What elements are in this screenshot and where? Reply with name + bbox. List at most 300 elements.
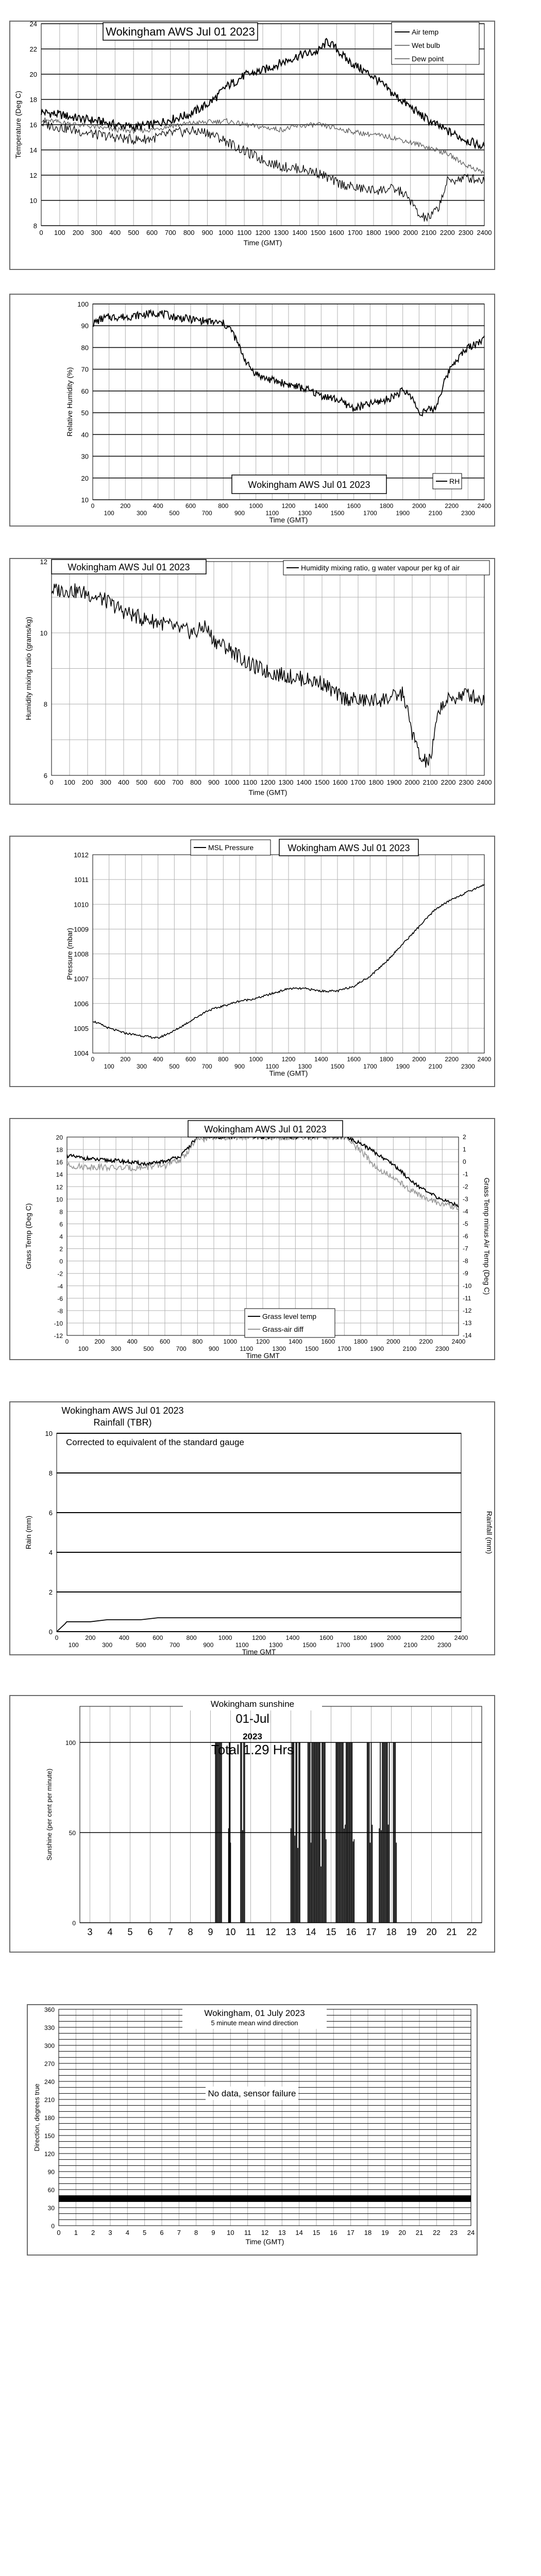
x-tick-label: 500 xyxy=(128,229,140,236)
x-tick-label: 500 xyxy=(136,778,147,786)
x-tick-label: 2000 xyxy=(386,1634,401,1641)
x-tick-label: 0 xyxy=(65,1338,69,1345)
x-axis-label: Time GMT xyxy=(246,1351,280,1359)
x-tick-label: 1400 xyxy=(314,502,328,510)
y-right-axis-label: Grass Temp minus Air Temp (Deg C) xyxy=(483,1177,491,1295)
x-tick-label: 12 xyxy=(261,2229,269,2236)
y-tick-label: 70 xyxy=(81,365,89,374)
x-axis-label: Time (GMT) xyxy=(243,239,282,247)
y-axis-label: Rain (mm) xyxy=(24,1515,32,1550)
chart-title: Wokingham sunshine xyxy=(210,1699,295,1709)
rainfall-chart xyxy=(10,1402,494,1654)
x-tick-label: 1200 xyxy=(260,778,276,786)
y-right-tick-label: -2 xyxy=(463,1183,468,1191)
x-tick-label: 1300 xyxy=(274,229,289,236)
legend-air-temp: Air temp xyxy=(412,28,439,36)
x-tick-label: 13 xyxy=(285,1927,296,1937)
x-tick-label: 0 xyxy=(55,1634,59,1641)
x-tick-label: 600 xyxy=(159,1338,171,1345)
x-tick-label: 1100 xyxy=(237,229,252,236)
x-tick-label: 400 xyxy=(153,1056,163,1063)
x-tick-label: 2400 xyxy=(454,1634,468,1641)
y-tick-label: 0 xyxy=(59,1258,63,1265)
series-line-rainfall xyxy=(57,1618,461,1632)
x-tick-label: 21 xyxy=(415,2229,424,2236)
y-tick-label: 22 xyxy=(29,45,37,53)
y-axis-label: Pressure (mbar) xyxy=(65,927,74,980)
x-tick-label: 4 xyxy=(107,1927,113,1937)
y-tick-label: 90 xyxy=(47,2168,55,2176)
x-tick-label: 400 xyxy=(153,502,163,510)
x-tick-label: 1800 xyxy=(353,1338,368,1345)
y-right-tick-label: -6 xyxy=(463,1232,468,1240)
temperature-legend xyxy=(392,22,479,64)
x-tick-label: 2000 xyxy=(386,1338,400,1345)
x-tick-label: 2300 xyxy=(458,229,474,236)
x-tick-label: 2200 xyxy=(420,1634,434,1641)
x-tick-label: 1000 xyxy=(249,502,263,510)
y-tick-label: 300 xyxy=(44,2042,55,2049)
y-tick-label: 2 xyxy=(48,1588,53,1596)
y-tick-label: 24 xyxy=(29,22,37,28)
y-tick-label: 0 xyxy=(72,1920,76,1927)
sunshine-chart xyxy=(10,1696,494,1952)
x-tick-label: 1400 xyxy=(296,778,312,786)
x-tick-label: 22 xyxy=(466,1927,477,1937)
x-tick-label: 2200 xyxy=(439,229,455,236)
x-tick-label: 900 xyxy=(234,510,245,517)
y-tick-label: -4 xyxy=(57,1282,63,1290)
y-tick-label: 8 xyxy=(59,1208,63,1216)
x-tick-label: 100 xyxy=(68,1641,79,1649)
x-tick-label: 1800 xyxy=(366,229,381,236)
plot-frame xyxy=(57,1433,461,1632)
y-tick-label: 150 xyxy=(44,2132,55,2140)
x-tick-label: 1900 xyxy=(386,778,402,786)
y-tick-label: 210 xyxy=(44,2096,55,2104)
x-tick-label: 14 xyxy=(306,1927,316,1937)
legend-msl-pressure: MSL Pressure xyxy=(208,843,254,852)
pressure-chart-panel xyxy=(9,836,495,1087)
chart-date: 01-Jul xyxy=(235,1712,269,1726)
y-tick-label: 6 xyxy=(43,772,47,779)
chart-title: Wokingham AWS Jul 01 2023 xyxy=(106,25,255,38)
x-tick-label: 800 xyxy=(192,1338,203,1345)
y-tick-label: 10 xyxy=(56,1196,63,1204)
y-axis-label: Relative Humidity (%) xyxy=(65,367,74,437)
x-tick-label: 1500 xyxy=(330,510,345,517)
x-tick-label: 1300 xyxy=(298,1063,312,1070)
y-tick-label: 90 xyxy=(81,322,89,330)
x-tick-label: 3 xyxy=(108,2229,112,2236)
x-tick-label: 0 xyxy=(91,1056,95,1063)
x-tick-label: 600 xyxy=(146,229,158,236)
x-tick-label: 300 xyxy=(136,510,147,517)
x-tick-label: 18 xyxy=(386,1927,397,1937)
y-tick-label: 8 xyxy=(43,700,47,708)
chart-year: 2023 xyxy=(243,1732,262,1741)
x-tick-label: 500 xyxy=(143,1345,154,1352)
x-tick-label: 700 xyxy=(201,1063,212,1070)
x-tick-label: 1200 xyxy=(281,1056,296,1063)
x-tick-label: 0 xyxy=(91,502,95,510)
mixing-ratio-plot xyxy=(24,559,492,796)
x-tick-label: 1500 xyxy=(305,1345,319,1352)
y-tick-label: 4 xyxy=(59,1233,63,1241)
x-tick-label: 23 xyxy=(450,2229,458,2236)
x-tick-label: 22 xyxy=(433,2229,441,2236)
y-tick-label: -2 xyxy=(57,1270,63,1278)
x-tick-label: 2200 xyxy=(419,1338,433,1345)
x-tick-label: 1000 xyxy=(249,1056,263,1063)
x-tick-label: 13 xyxy=(278,2229,286,2236)
x-tick-label: 700 xyxy=(172,778,183,786)
x-tick-label: 2000 xyxy=(404,778,420,786)
chart-subtitle: Rainfall (TBR) xyxy=(93,1417,152,1428)
y-tick-label: -8 xyxy=(57,1307,63,1315)
sunshine-plot xyxy=(45,1706,482,1937)
x-tick-label: 2 xyxy=(91,2229,95,2236)
x-tick-label: 1800 xyxy=(379,1056,394,1063)
legend-grass-air-diff: Grass-air diff xyxy=(262,1325,303,1333)
x-tick-label: 1800 xyxy=(368,778,384,786)
x-tick-label: 7 xyxy=(177,2229,181,2236)
wind-chart xyxy=(28,2005,477,2255)
x-tick-label: 10 xyxy=(227,2229,234,2236)
chart-title: Wokingham, 01 July 2023 xyxy=(204,2008,305,2018)
x-tick-label: 1 xyxy=(74,2229,78,2236)
chart-title: Wokingham AWS Jul 01 2023 xyxy=(288,843,410,853)
x-tick-label: 14 xyxy=(295,2229,303,2236)
wind-direction-band xyxy=(59,2196,471,2202)
x-tick-label: 1900 xyxy=(370,1641,384,1649)
y-tick-label: 18 xyxy=(29,96,37,104)
x-tick-label: 2100 xyxy=(422,778,438,786)
y-right-tick-label: 2 xyxy=(463,1133,466,1141)
x-tick-label: 800 xyxy=(186,1634,197,1641)
x-tick-label: 300 xyxy=(136,1063,147,1070)
x-tick-label: 600 xyxy=(185,1056,196,1063)
x-tick-label: 200 xyxy=(120,502,131,510)
x-tick-label: 200 xyxy=(72,229,84,236)
x-tick-label: 2400 xyxy=(451,1338,466,1345)
y-tick-label: 180 xyxy=(44,2114,55,2122)
x-tick-label: 2400 xyxy=(477,778,492,786)
y-tick-label: 20 xyxy=(56,1134,63,1141)
y-tick-label: 1012 xyxy=(74,851,89,859)
x-tick-label: 2100 xyxy=(421,229,436,236)
x-tick-label: 8 xyxy=(188,1927,193,1937)
chart-title: Wokingham AWS Jul 01 2023 xyxy=(248,480,370,490)
y-tick-label: 1005 xyxy=(74,1024,89,1032)
x-tick-label: 20 xyxy=(398,2229,406,2236)
x-tick-label: 6 xyxy=(160,2229,164,2236)
y-tick-label: 40 xyxy=(81,431,89,439)
x-tick-label: 1400 xyxy=(292,229,308,236)
x-tick-label: 2000 xyxy=(412,1056,426,1063)
x-tick-label: 1700 xyxy=(363,510,377,517)
grass-temp-chart-panel xyxy=(9,1118,495,1360)
y-tick-label: 0 xyxy=(51,2223,55,2230)
x-tick-label: 1500 xyxy=(302,1641,316,1649)
x-tick-label: 1000 xyxy=(223,1338,238,1345)
y-right-axis-label: Rainfall (mm) xyxy=(485,1511,494,1554)
y-tick-label: 10 xyxy=(29,197,37,205)
x-tick-label: 1000 xyxy=(218,1634,232,1641)
y-right-tick-label: -4 xyxy=(463,1208,468,1215)
x-tick-label: 2300 xyxy=(435,1345,449,1352)
x-tick-label: 1500 xyxy=(311,229,326,236)
legend-grass-temp: Grass level temp xyxy=(262,1312,317,1320)
x-tick-label: 2000 xyxy=(403,229,418,236)
x-tick-label: 400 xyxy=(127,1338,138,1345)
y-tick-label: 16 xyxy=(56,1159,63,1166)
x-tick-label: 500 xyxy=(169,1063,180,1070)
y-tick-label: 8 xyxy=(33,222,37,230)
x-tick-label: 2100 xyxy=(403,1641,418,1649)
y-tick-label: 1008 xyxy=(74,950,89,958)
y-tick-label: 10 xyxy=(45,1430,53,1437)
x-tick-label: 2200 xyxy=(445,1056,459,1063)
y-tick-label: 1009 xyxy=(74,925,89,934)
x-tick-label: 1100 xyxy=(240,1345,253,1352)
y-tick-label: 360 xyxy=(44,2006,55,2013)
chart-subtitle: 5 minute mean wind direction xyxy=(211,2019,298,2027)
x-tick-label: 9 xyxy=(208,1927,213,1937)
y-right-tick-label: -9 xyxy=(463,1269,468,1277)
x-tick-label: 1300 xyxy=(268,1641,283,1649)
y-right-tick-label: -1 xyxy=(463,1171,468,1178)
y-right-tick-label: -8 xyxy=(463,1257,468,1265)
humidity-chart xyxy=(10,295,494,526)
y-tick-label: 1004 xyxy=(74,1049,89,1057)
y-right-tick-label: -10 xyxy=(463,1282,472,1290)
x-tick-label: 1600 xyxy=(329,229,344,236)
x-tick-label: 1700 xyxy=(347,229,363,236)
y-right-tick-label: 0 xyxy=(463,1158,466,1166)
plot-frame xyxy=(80,1706,482,1923)
x-tick-label: 1600 xyxy=(321,1338,335,1345)
x-tick-label: 2300 xyxy=(459,778,474,786)
y-tick-label: 100 xyxy=(65,1739,76,1747)
x-tick-label: 21 xyxy=(446,1927,457,1937)
x-tick-label: 10 xyxy=(225,1927,236,1937)
x-tick-label: 1500 xyxy=(314,778,330,786)
x-tick-label: 11 xyxy=(246,1927,256,1937)
x-tick-label: 1700 xyxy=(337,1345,351,1352)
x-tick-label: 300 xyxy=(110,1345,122,1352)
pressure-plot xyxy=(65,851,492,1077)
x-tick-label: 300 xyxy=(91,229,103,236)
x-tick-label: 8 xyxy=(194,2229,198,2236)
x-tick-label: 800 xyxy=(218,502,229,510)
x-axis-label: Time (GMT) xyxy=(245,2238,284,2246)
x-tick-label: 19 xyxy=(381,2229,389,2236)
x-tick-label: 1600 xyxy=(332,778,348,786)
y-right-tick-label: -12 xyxy=(463,1307,472,1314)
sensor-failure-note: No data, sensor failure xyxy=(208,2089,296,2098)
x-tick-label: 3 xyxy=(87,1927,93,1937)
y-tick-label: 0 xyxy=(48,1628,53,1636)
x-tick-label: 12 xyxy=(265,1927,276,1937)
y-tick-label: 240 xyxy=(44,2078,55,2086)
x-tick-label: 2300 xyxy=(461,510,475,517)
y-tick-label: 1010 xyxy=(74,901,89,909)
y-right-tick-label: -14 xyxy=(463,1332,472,1339)
x-tick-label: 11 xyxy=(244,2229,251,2236)
x-tick-label: 1400 xyxy=(314,1056,328,1063)
legend-dew-point: Dew point xyxy=(412,55,444,63)
x-tick-label: 1200 xyxy=(256,1338,270,1345)
y-tick-label: 6 xyxy=(59,1221,63,1228)
wind-plot xyxy=(33,2006,475,2246)
y-tick-label: 30 xyxy=(47,2205,55,2212)
y-tick-label: 6 xyxy=(48,1509,53,1517)
sunshine-chart-panel xyxy=(9,1695,495,1953)
x-tick-label: 15 xyxy=(326,1927,336,1937)
y-tick-label: 12 xyxy=(56,1183,63,1191)
x-tick-label: 1900 xyxy=(396,510,410,517)
x-tick-label: 600 xyxy=(153,1634,163,1641)
x-tick-label: 16 xyxy=(330,2229,337,2236)
x-tick-label: 17 xyxy=(366,1927,377,1937)
x-tick-label: 200 xyxy=(82,778,93,786)
humidity-legend xyxy=(433,473,462,489)
x-tick-label: 20 xyxy=(426,1927,437,1937)
x-tick-label: 9 xyxy=(211,2229,215,2236)
x-tick-label: 7 xyxy=(167,1927,173,1937)
y-right-tick-label: -11 xyxy=(463,1294,471,1302)
y-tick-label: -6 xyxy=(57,1295,63,1302)
legend-rh: RH xyxy=(449,477,460,485)
wind-chart-panel xyxy=(27,2004,478,2256)
gauge-correction-note: Corrected to equivalent of the standard gauge xyxy=(66,1437,244,1447)
x-tick-label: 400 xyxy=(118,778,129,786)
x-tick-label: 1000 xyxy=(224,778,240,786)
x-tick-label: 1200 xyxy=(255,229,270,236)
x-tick-label: 0 xyxy=(57,2229,61,2236)
x-tick-label: 700 xyxy=(176,1345,187,1352)
x-tick-label: 1500 xyxy=(330,1063,345,1070)
x-tick-label: 1600 xyxy=(347,1056,361,1063)
y-tick-label: 10 xyxy=(81,496,89,504)
x-tick-label: 100 xyxy=(54,229,65,236)
y-tick-label: 330 xyxy=(44,2024,55,2031)
y-tick-label: 50 xyxy=(81,409,89,417)
x-tick-label: 400 xyxy=(109,229,121,236)
x-tick-label: 200 xyxy=(94,1338,105,1345)
x-tick-label: 1100 xyxy=(243,778,257,786)
x-tick-label: 6 xyxy=(147,1927,153,1937)
x-axis-label: Time (GMT) xyxy=(248,788,288,796)
y-axis-label: Temperature (Deg C) xyxy=(14,91,22,159)
x-tick-label: 400 xyxy=(119,1634,129,1641)
y-tick-label: 60 xyxy=(81,387,89,395)
y-axis-label: Grass Temp (Deg C) xyxy=(24,1203,32,1269)
x-tick-label: 900 xyxy=(208,778,219,786)
y-tick-label: -10 xyxy=(54,1319,63,1327)
y-tick-label: 12 xyxy=(29,172,37,179)
x-tick-label: 1100 xyxy=(235,1641,249,1649)
y-tick-label: 20 xyxy=(29,71,37,78)
sunshine-total: Total 1.29 Hrs xyxy=(211,1742,294,1757)
x-tick-label: 2400 xyxy=(477,229,492,236)
x-tick-label: 2300 xyxy=(437,1641,451,1649)
x-tick-label: 1400 xyxy=(288,1338,302,1345)
x-tick-label: 900 xyxy=(234,1063,245,1070)
x-tick-label: 1700 xyxy=(336,1641,350,1649)
rainfall-chart-panel xyxy=(9,1401,495,1655)
x-tick-label: 600 xyxy=(154,778,165,786)
x-tick-label: 1900 xyxy=(370,1345,384,1352)
y-tick-label: 1011 xyxy=(74,876,89,884)
x-tick-label: 600 xyxy=(185,502,196,510)
x-tick-label: 1800 xyxy=(379,502,394,510)
humidity-chart-panel xyxy=(9,294,495,527)
y-right-tick-label: -5 xyxy=(463,1220,468,1228)
x-tick-label: 4 xyxy=(125,2229,129,2236)
y-tick-label: -12 xyxy=(54,1332,63,1340)
x-tick-label: 700 xyxy=(201,510,212,517)
x-tick-label: 5 xyxy=(143,2229,147,2236)
x-tick-label: 100 xyxy=(78,1345,89,1352)
grass-temp-legend xyxy=(245,1309,335,1337)
x-tick-label: 2100 xyxy=(428,510,443,517)
y-tick-label: 120 xyxy=(44,2150,55,2158)
rainfall-plot xyxy=(24,1430,494,1654)
legend-mixing-ratio: Humidity mixing ratio, g water vapour per kg of air xyxy=(301,564,460,572)
x-tick-label: 800 xyxy=(218,1056,229,1063)
y-tick-label: 1007 xyxy=(74,975,89,983)
x-tick-label: 2400 xyxy=(477,502,492,510)
x-tick-label: 17 xyxy=(347,2229,354,2236)
x-tick-label: 300 xyxy=(100,778,111,786)
x-tick-label: 200 xyxy=(85,1634,96,1641)
x-tick-label: 2100 xyxy=(428,1063,443,1070)
x-tick-label: 500 xyxy=(169,510,180,517)
x-tick-label: 1600 xyxy=(347,502,361,510)
x-tick-label: 1000 xyxy=(218,229,233,236)
x-tick-label: 2000 xyxy=(412,502,426,510)
x-tick-label: 200 xyxy=(120,1056,131,1063)
y-tick-label: 20 xyxy=(81,474,89,482)
mixing-ratio-chart-panel xyxy=(9,558,495,805)
x-tick-label: 1900 xyxy=(384,229,400,236)
x-tick-label: 100 xyxy=(104,1063,114,1070)
x-tick-label: 1800 xyxy=(353,1634,367,1641)
x-tick-label: 1700 xyxy=(363,1063,377,1070)
chart-title: Wokingham AWS Jul 01 2023 xyxy=(67,562,190,572)
x-tick-label: 1900 xyxy=(396,1063,410,1070)
x-tick-label: 700 xyxy=(164,229,176,236)
x-tick-label: 1700 xyxy=(350,778,366,786)
y-tick-label: 4 xyxy=(48,1549,53,1556)
x-tick-label: 500 xyxy=(136,1641,146,1649)
x-tick-label: 1300 xyxy=(272,1345,286,1352)
x-tick-label: 700 xyxy=(169,1641,180,1649)
y-axis-label: Direction, degrees true xyxy=(33,2083,41,2151)
mixing-ratio-legend xyxy=(283,561,489,575)
y-tick-label: 14 xyxy=(29,146,37,154)
y-tick-label: 270 xyxy=(44,2060,55,2067)
chart-title: Wokingham AWS Jul 01 2023 xyxy=(61,1405,184,1416)
y-right-tick-label: 1 xyxy=(463,1146,466,1154)
y-axis-label: Sunshine (per cent per minute) xyxy=(45,1768,53,1861)
legend-wet-bulb: Wet bulb xyxy=(412,41,440,49)
x-tick-label: 2300 xyxy=(461,1063,475,1070)
x-tick-label: 800 xyxy=(183,229,195,236)
x-axis-label: Time (GMT) xyxy=(269,1069,308,1077)
